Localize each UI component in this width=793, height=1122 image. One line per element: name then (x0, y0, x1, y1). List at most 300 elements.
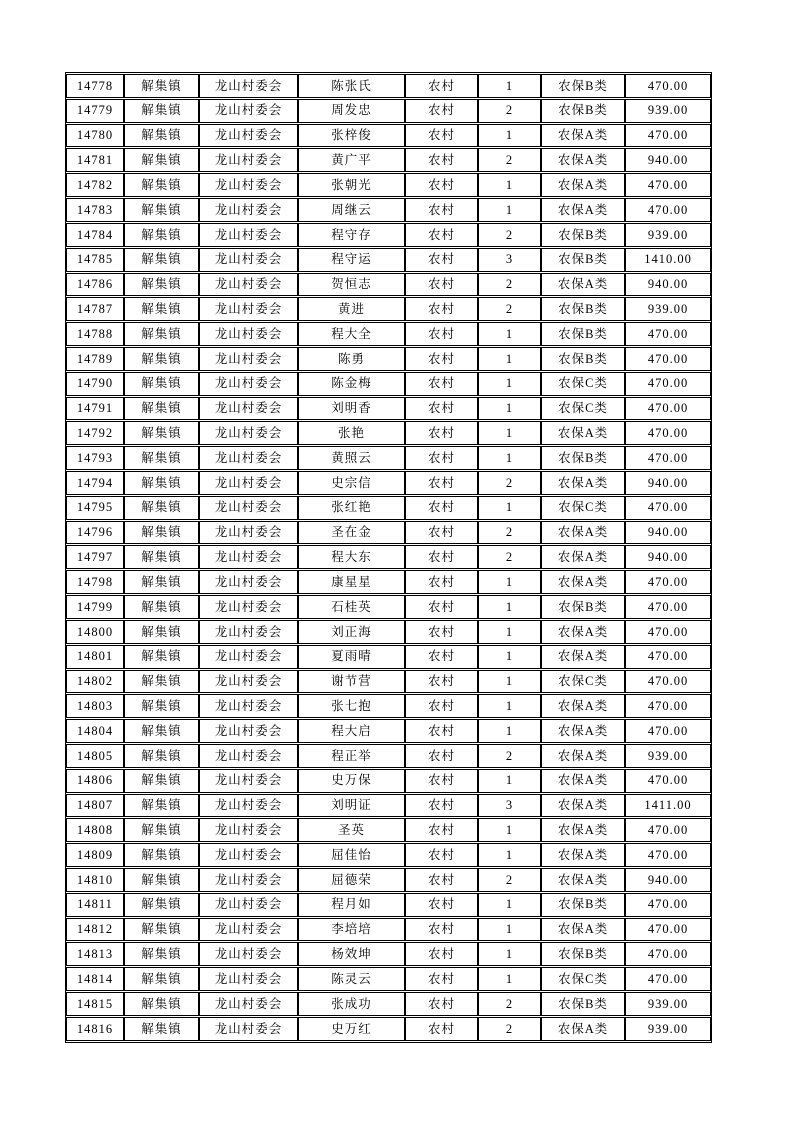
cell-town: 解集镇 (124, 893, 199, 917)
table-row (66, 421, 711, 445)
table-row (66, 322, 711, 346)
table-row (66, 124, 711, 148)
cell-town: 解集镇 (124, 868, 199, 892)
table-row (66, 99, 711, 123)
cell-insurance-category: 农保B类 (541, 297, 625, 321)
table-row (66, 198, 711, 222)
cell-town: 解集镇 (124, 273, 199, 297)
cell-amount: 470.00 (625, 124, 711, 148)
cell-record-id: 14788 (66, 322, 124, 346)
cell-household-type: 农村 (405, 843, 478, 867)
table-row (66, 273, 711, 297)
table-row (66, 223, 711, 247)
table-row (66, 74, 711, 98)
cell-record-id: 14783 (66, 198, 124, 222)
cell-household-type: 农村 (405, 570, 478, 594)
cell-household-type: 农村 (405, 521, 478, 545)
table-row (66, 545, 711, 569)
cell-village: 龙山村委会 (199, 744, 298, 768)
cell-person-count: 1 (478, 124, 541, 148)
cell-person-name: 史万保 (298, 769, 405, 793)
cell-person-name: 张红艳 (298, 496, 405, 520)
cell-person-name: 程大东 (298, 545, 405, 569)
cell-household-type: 农村 (405, 446, 478, 470)
cell-household-type: 农村 (405, 645, 478, 669)
cell-household-type: 农村 (405, 595, 478, 619)
cell-amount: 470.00 (625, 372, 711, 396)
cell-person-name: 周发忠 (298, 99, 405, 123)
cell-village: 龙山村委会 (199, 521, 298, 545)
cell-village: 龙山村委会 (199, 124, 298, 148)
cell-town: 解集镇 (124, 397, 199, 421)
cell-town: 解集镇 (124, 74, 199, 98)
cell-insurance-category: 农保C类 (541, 967, 625, 991)
cell-amount: 470.00 (625, 446, 711, 470)
cell-village: 龙山村委会 (199, 446, 298, 470)
cell-insurance-category: 农保B类 (541, 223, 625, 247)
cell-village: 龙山村委会 (199, 595, 298, 619)
cell-amount: 939.00 (625, 223, 711, 247)
cell-person-name: 圣在金 (298, 521, 405, 545)
cell-insurance-category: 农保A类 (541, 818, 625, 842)
cell-person-count: 2 (478, 868, 541, 892)
cell-person-name: 程正举 (298, 744, 405, 768)
cell-record-id: 14811 (66, 893, 124, 917)
cell-person-name: 程守运 (298, 248, 405, 272)
cell-person-count: 1 (478, 620, 541, 644)
cell-household-type: 农村 (405, 868, 478, 892)
cell-person-count: 2 (478, 545, 541, 569)
table-row (66, 248, 711, 272)
cell-record-id: 14782 (66, 173, 124, 197)
cell-record-id: 14780 (66, 124, 124, 148)
table-row (66, 918, 711, 942)
cell-household-type: 农村 (405, 992, 478, 1016)
cell-person-count: 1 (478, 347, 541, 371)
cell-town: 解集镇 (124, 198, 199, 222)
cell-person-count: 2 (478, 99, 541, 123)
cell-person-count: 1 (478, 397, 541, 421)
cell-person-name: 夏雨晴 (298, 645, 405, 669)
cell-record-id: 14803 (66, 694, 124, 718)
cell-town: 解集镇 (124, 297, 199, 321)
cell-person-name: 屈德荣 (298, 868, 405, 892)
cell-record-id: 14784 (66, 223, 124, 247)
cell-town: 解集镇 (124, 521, 199, 545)
cell-village: 龙山村委会 (199, 794, 298, 818)
table-row (66, 496, 711, 520)
cell-village: 龙山村委会 (199, 347, 298, 371)
cell-village: 龙山村委会 (199, 223, 298, 247)
cell-household-type: 农村 (405, 322, 478, 346)
cell-person-name: 屈佳怡 (298, 843, 405, 867)
cell-person-name: 张艳 (298, 421, 405, 445)
table-row (66, 397, 711, 421)
cell-person-name: 陈勇 (298, 347, 405, 371)
cell-person-name: 刘正海 (298, 620, 405, 644)
table-row (66, 794, 711, 818)
cell-amount: 940.00 (625, 148, 711, 172)
cell-person-count: 1 (478, 74, 541, 98)
cell-household-type: 农村 (405, 173, 478, 197)
cell-village: 龙山村委会 (199, 496, 298, 520)
cell-amount: 470.00 (625, 719, 711, 743)
cell-record-id: 14814 (66, 967, 124, 991)
cell-person-name: 张朝光 (298, 173, 405, 197)
cell-insurance-category: 农保A类 (541, 694, 625, 718)
table-row (66, 744, 711, 768)
cell-household-type: 农村 (405, 620, 478, 644)
cell-town: 解集镇 (124, 173, 199, 197)
cell-town: 解集镇 (124, 446, 199, 470)
cell-person-count: 1 (478, 942, 541, 966)
cell-amount: 470.00 (625, 322, 711, 346)
cell-person-count: 2 (478, 471, 541, 495)
cell-village: 龙山村委会 (199, 818, 298, 842)
cell-insurance-category: 农保C类 (541, 496, 625, 520)
cell-town: 解集镇 (124, 322, 199, 346)
cell-insurance-category: 农保A类 (541, 620, 625, 644)
cell-person-count: 2 (478, 521, 541, 545)
cell-village: 龙山村委会 (199, 1017, 298, 1041)
cell-insurance-category: 农保B类 (541, 248, 625, 272)
cell-person-name: 圣英 (298, 818, 405, 842)
cell-household-type: 农村 (405, 545, 478, 569)
table-row (66, 992, 711, 1016)
table-row (66, 868, 711, 892)
cell-insurance-category: 农保B类 (541, 893, 625, 917)
cell-village: 龙山村委会 (199, 372, 298, 396)
cell-insurance-category: 农保A类 (541, 843, 625, 867)
table-row (66, 148, 711, 172)
cell-insurance-category: 农保A类 (541, 545, 625, 569)
table-row (66, 967, 711, 991)
cell-record-id: 14800 (66, 620, 124, 644)
cell-amount: 470.00 (625, 421, 711, 445)
cell-household-type: 农村 (405, 794, 478, 818)
cell-record-id: 14812 (66, 918, 124, 942)
cell-town: 解集镇 (124, 124, 199, 148)
cell-town: 解集镇 (124, 347, 199, 371)
cell-household-type: 农村 (405, 124, 478, 148)
cell-person-name: 陈张氏 (298, 74, 405, 98)
cell-amount: 470.00 (625, 570, 711, 594)
table-row (66, 173, 711, 197)
cell-record-id: 14815 (66, 992, 124, 1016)
table-row (66, 372, 711, 396)
cell-insurance-category: 农保A类 (541, 794, 625, 818)
cell-household-type: 农村 (405, 1017, 478, 1041)
cell-village: 龙山村委会 (199, 670, 298, 694)
cell-record-id: 14816 (66, 1017, 124, 1041)
cell-insurance-category: 农保C类 (541, 670, 625, 694)
cell-amount: 470.00 (625, 645, 711, 669)
cell-person-count: 1 (478, 421, 541, 445)
cell-town: 解集镇 (124, 570, 199, 594)
cell-household-type: 农村 (405, 471, 478, 495)
cell-record-id: 14778 (66, 74, 124, 98)
cell-insurance-category: 农保A类 (541, 521, 625, 545)
cell-village: 龙山村委会 (199, 471, 298, 495)
cell-village: 龙山村委会 (199, 322, 298, 346)
table-row (66, 843, 711, 867)
cell-person-count: 1 (478, 198, 541, 222)
cell-household-type: 农村 (405, 198, 478, 222)
cell-person-count: 1 (478, 893, 541, 917)
cell-record-id: 14792 (66, 421, 124, 445)
cell-household-type: 农村 (405, 347, 478, 371)
table-row (66, 769, 711, 793)
cell-person-count: 1 (478, 645, 541, 669)
cell-amount: 470.00 (625, 74, 711, 98)
cell-person-count: 3 (478, 248, 541, 272)
cell-town: 解集镇 (124, 744, 199, 768)
table-row (66, 570, 711, 594)
table-row (66, 1017, 711, 1041)
record-table (65, 72, 712, 1043)
cell-person-name: 刘明香 (298, 397, 405, 421)
cell-person-count: 1 (478, 173, 541, 197)
cell-person-count: 2 (478, 1017, 541, 1041)
cell-person-count: 1 (478, 843, 541, 867)
cell-insurance-category: 农保A类 (541, 744, 625, 768)
table-body (66, 74, 711, 1041)
cell-amount: 940.00 (625, 545, 711, 569)
cell-person-count: 1 (478, 595, 541, 619)
cell-insurance-category: 农保B类 (541, 322, 625, 346)
table-row (66, 694, 711, 718)
cell-amount: 470.00 (625, 670, 711, 694)
cell-person-name: 李培培 (298, 918, 405, 942)
cell-village: 龙山村委会 (199, 148, 298, 172)
cell-town: 解集镇 (124, 148, 199, 172)
cell-household-type: 农村 (405, 942, 478, 966)
cell-household-type: 农村 (405, 719, 478, 743)
cell-amount: 470.00 (625, 818, 711, 842)
cell-person-name: 程大全 (298, 322, 405, 346)
cell-amount: 470.00 (625, 496, 711, 520)
cell-town: 解集镇 (124, 223, 199, 247)
cell-amount: 1410.00 (625, 248, 711, 272)
cell-insurance-category: 农保A类 (541, 198, 625, 222)
cell-person-name: 康星星 (298, 570, 405, 594)
cell-town: 解集镇 (124, 471, 199, 495)
cell-insurance-category: 农保B类 (541, 595, 625, 619)
cell-amount: 939.00 (625, 99, 711, 123)
cell-village: 龙山村委会 (199, 942, 298, 966)
cell-town: 解集镇 (124, 620, 199, 644)
cell-record-id: 14786 (66, 273, 124, 297)
cell-insurance-category: 农保B类 (541, 992, 625, 1016)
cell-amount: 470.00 (625, 694, 711, 718)
cell-record-id: 14796 (66, 521, 124, 545)
cell-person-count: 3 (478, 794, 541, 818)
cell-record-id: 14813 (66, 942, 124, 966)
cell-insurance-category: 农保A类 (541, 173, 625, 197)
cell-town: 解集镇 (124, 645, 199, 669)
cell-household-type: 农村 (405, 496, 478, 520)
cell-insurance-category: 农保A类 (541, 148, 625, 172)
cell-person-name: 杨效坤 (298, 942, 405, 966)
cell-town: 解集镇 (124, 545, 199, 569)
cell-household-type: 农村 (405, 769, 478, 793)
cell-insurance-category: 农保A类 (541, 273, 625, 297)
cell-person-name: 黄进 (298, 297, 405, 321)
cell-record-id: 14807 (66, 794, 124, 818)
cell-record-id: 14785 (66, 248, 124, 272)
cell-amount: 470.00 (625, 173, 711, 197)
cell-household-type: 农村 (405, 248, 478, 272)
cell-town: 解集镇 (124, 918, 199, 942)
cell-record-id: 14779 (66, 99, 124, 123)
cell-town: 解集镇 (124, 942, 199, 966)
cell-insurance-category: 农保A类 (541, 124, 625, 148)
cell-insurance-category: 农保A类 (541, 918, 625, 942)
cell-amount: 470.00 (625, 347, 711, 371)
cell-household-type: 农村 (405, 397, 478, 421)
cell-amount: 470.00 (625, 769, 711, 793)
cell-village: 龙山村委会 (199, 769, 298, 793)
cell-person-count: 2 (478, 297, 541, 321)
table-row (66, 942, 711, 966)
cell-record-id: 14809 (66, 843, 124, 867)
cell-person-name: 史万红 (298, 1017, 405, 1041)
cell-town: 解集镇 (124, 694, 199, 718)
cell-person-count: 1 (478, 719, 541, 743)
table-row (66, 645, 711, 669)
cell-insurance-category: 农保B类 (541, 99, 625, 123)
cell-household-type: 农村 (405, 818, 478, 842)
cell-person-name: 石桂英 (298, 595, 405, 619)
cell-person-name: 张成功 (298, 992, 405, 1016)
cell-village: 龙山村委会 (199, 645, 298, 669)
cell-record-id: 14787 (66, 297, 124, 321)
cell-village: 龙山村委会 (199, 74, 298, 98)
cell-record-id: 14801 (66, 645, 124, 669)
table-row (66, 347, 711, 371)
cell-person-count: 1 (478, 818, 541, 842)
cell-amount: 470.00 (625, 893, 711, 917)
cell-insurance-category: 农保A类 (541, 1017, 625, 1041)
cell-village: 龙山村委会 (199, 173, 298, 197)
table-row (66, 521, 711, 545)
cell-person-name: 黄照云 (298, 446, 405, 470)
cell-record-id: 14804 (66, 719, 124, 743)
cell-household-type: 农村 (405, 297, 478, 321)
cell-village: 龙山村委会 (199, 248, 298, 272)
cell-person-name: 程大启 (298, 719, 405, 743)
table-row (66, 595, 711, 619)
cell-village: 龙山村委会 (199, 918, 298, 942)
cell-town: 解集镇 (124, 670, 199, 694)
table-row (66, 893, 711, 917)
cell-village: 龙山村委会 (199, 843, 298, 867)
cell-person-count: 1 (478, 918, 541, 942)
cell-person-count: 1 (478, 496, 541, 520)
cell-village: 龙山村委会 (199, 868, 298, 892)
cell-record-id: 14793 (66, 446, 124, 470)
cell-town: 解集镇 (124, 794, 199, 818)
cell-insurance-category: 农保A类 (541, 570, 625, 594)
cell-amount: 939.00 (625, 1017, 711, 1041)
cell-person-count: 1 (478, 322, 541, 346)
cell-person-count: 2 (478, 223, 541, 247)
cell-person-name: 陈金梅 (298, 372, 405, 396)
cell-insurance-category: 农保B类 (541, 942, 625, 966)
cell-amount: 470.00 (625, 967, 711, 991)
cell-village: 龙山村委会 (199, 545, 298, 569)
cell-person-count: 1 (478, 570, 541, 594)
cell-household-type: 农村 (405, 670, 478, 694)
cell-person-count: 2 (478, 992, 541, 1016)
cell-amount: 470.00 (625, 620, 711, 644)
table-row (66, 471, 711, 495)
cell-record-id: 14806 (66, 769, 124, 793)
cell-village: 龙山村委会 (199, 570, 298, 594)
cell-person-name: 周继云 (298, 198, 405, 222)
cell-record-id: 14790 (66, 372, 124, 396)
cell-record-id: 14805 (66, 744, 124, 768)
cell-person-name: 刘明证 (298, 794, 405, 818)
cell-amount: 940.00 (625, 471, 711, 495)
cell-person-name: 史宗信 (298, 471, 405, 495)
cell-person-name: 程守存 (298, 223, 405, 247)
cell-village: 龙山村委会 (199, 694, 298, 718)
cell-person-name: 谢节营 (298, 670, 405, 694)
cell-town: 解集镇 (124, 372, 199, 396)
cell-person-count: 1 (478, 446, 541, 470)
cell-amount: 1411.00 (625, 794, 711, 818)
cell-insurance-category: 农保C类 (541, 397, 625, 421)
cell-town: 解集镇 (124, 719, 199, 743)
cell-village: 龙山村委会 (199, 297, 298, 321)
cell-amount: 470.00 (625, 595, 711, 619)
cell-amount: 939.00 (625, 744, 711, 768)
table-row (66, 719, 711, 743)
cell-town: 解集镇 (124, 99, 199, 123)
cell-amount: 939.00 (625, 992, 711, 1016)
cell-amount: 940.00 (625, 521, 711, 545)
cell-record-id: 14795 (66, 496, 124, 520)
cell-village: 龙山村委会 (199, 992, 298, 1016)
cell-village: 龙山村委会 (199, 99, 298, 123)
cell-insurance-category: 农保A类 (541, 868, 625, 892)
cell-town: 解集镇 (124, 248, 199, 272)
cell-person-name: 黄广平 (298, 148, 405, 172)
cell-record-id: 14808 (66, 818, 124, 842)
cell-amount: 470.00 (625, 918, 711, 942)
cell-insurance-category: 农保A类 (541, 769, 625, 793)
cell-village: 龙山村委会 (199, 198, 298, 222)
cell-insurance-category: 农保B类 (541, 74, 625, 98)
cell-insurance-category: 农保B类 (541, 446, 625, 470)
cell-record-id: 14810 (66, 868, 124, 892)
cell-record-id: 14789 (66, 347, 124, 371)
cell-insurance-category: 农保C类 (541, 372, 625, 396)
cell-insurance-category: 农保A类 (541, 719, 625, 743)
cell-amount: 470.00 (625, 198, 711, 222)
cell-town: 解集镇 (124, 818, 199, 842)
cell-household-type: 农村 (405, 918, 478, 942)
cell-amount: 470.00 (625, 397, 711, 421)
cell-household-type: 农村 (405, 421, 478, 445)
cell-village: 龙山村委会 (199, 620, 298, 644)
cell-person-name: 陈灵云 (298, 967, 405, 991)
cell-village: 龙山村委会 (199, 967, 298, 991)
cell-person-count: 2 (478, 148, 541, 172)
cell-person-count: 1 (478, 769, 541, 793)
table-row (66, 446, 711, 470)
